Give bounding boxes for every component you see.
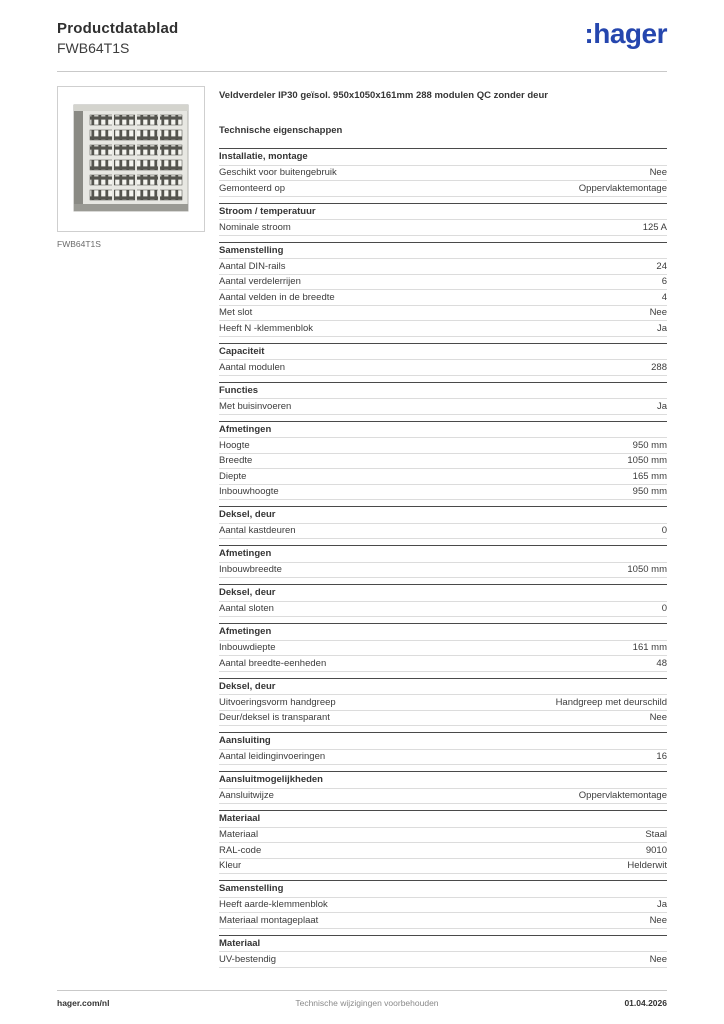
spec-section bbox=[219, 584, 667, 617]
spec-section bbox=[219, 623, 667, 672]
section-title: Materiaal bbox=[219, 935, 667, 953]
header-divider bbox=[57, 71, 667, 72]
distribution-board-illustration bbox=[65, 98, 197, 220]
spec-section bbox=[219, 506, 667, 539]
spec-row bbox=[219, 641, 667, 657]
spec-value: Nee bbox=[649, 307, 667, 318]
spec-row bbox=[219, 181, 667, 197]
section-title: Afmetingen bbox=[219, 545, 667, 563]
spec-label: RAL-code bbox=[219, 844, 262, 856]
spec-section bbox=[219, 732, 667, 765]
spec-row bbox=[219, 524, 667, 540]
spec-value: 165 mm bbox=[632, 470, 667, 482]
spec-section bbox=[219, 343, 667, 376]
footer-divider bbox=[57, 990, 667, 991]
section-title: Stroom / temperatuur bbox=[219, 203, 667, 221]
spec-value: 48 bbox=[656, 657, 667, 669]
spec-row bbox=[219, 602, 667, 618]
spec-section bbox=[219, 771, 667, 804]
spec-row bbox=[219, 656, 667, 672]
spec-row bbox=[219, 454, 667, 470]
spec-label: Aansluitwijze bbox=[219, 790, 274, 801]
spec-section bbox=[219, 545, 667, 578]
spec-value: 0 bbox=[661, 603, 667, 614]
spec-sections bbox=[219, 148, 667, 968]
spec-row bbox=[219, 789, 667, 805]
spec-value: Nee bbox=[649, 712, 667, 723]
spec-value: Ja bbox=[656, 899, 667, 910]
spec-label: Uitvoeringsvorm handgreep bbox=[219, 696, 336, 708]
spec-section bbox=[219, 242, 667, 337]
spec-label: Aantal DIN-rails bbox=[219, 260, 286, 272]
spec-label: Diepte bbox=[219, 470, 247, 482]
spec-value: Oppervlaktemontage bbox=[578, 790, 667, 801]
spec-row bbox=[219, 913, 667, 929]
spec-label: Aantal leidinginvoeringen bbox=[219, 751, 326, 762]
spec-label: Hoogte bbox=[219, 439, 250, 451]
spec-value: Nee bbox=[649, 914, 667, 926]
section-title: Samenstelling bbox=[219, 880, 667, 898]
spec-row bbox=[219, 399, 667, 415]
spec-value: 9010 bbox=[645, 844, 667, 856]
spec-value: 16 bbox=[656, 751, 667, 762]
spec-label: Breedte bbox=[219, 455, 253, 466]
spec-label: Aantal modulen bbox=[219, 361, 286, 373]
doc-footer bbox=[57, 990, 667, 1008]
product-image-column bbox=[57, 86, 207, 968]
doc-header bbox=[57, 20, 667, 56]
spec-label: Aantal breedte-eenheden bbox=[219, 657, 327, 669]
spec-section bbox=[219, 880, 667, 929]
spec-value: Helderwit bbox=[627, 860, 667, 871]
spec-value: 125 A bbox=[642, 221, 667, 233]
spec-row bbox=[219, 321, 667, 337]
product-code: FWB64T1S bbox=[57, 40, 130, 56]
spec-label: Aantal verdelerrijen bbox=[219, 276, 301, 287]
spec-value: Nee bbox=[649, 167, 667, 178]
spec-label: Met slot bbox=[219, 307, 253, 318]
spec-label: Geschikt voor buitengebruik bbox=[219, 167, 337, 178]
spec-row bbox=[219, 166, 667, 182]
spec-value: Nee bbox=[649, 953, 667, 965]
spec-label: Materiaal bbox=[219, 829, 259, 840]
spec-value: Staal bbox=[645, 829, 667, 840]
spec-row bbox=[219, 843, 667, 859]
footer-date: 01.04.2026 bbox=[624, 998, 667, 1008]
product-image-caption: FWB64T1S bbox=[57, 239, 101, 249]
spec-section bbox=[219, 935, 667, 968]
spec-row bbox=[219, 469, 667, 485]
spec-label: Heeft aarde-klemmenblok bbox=[219, 899, 328, 910]
spec-label: Aantal sloten bbox=[219, 603, 274, 614]
spec-row bbox=[219, 259, 667, 275]
spec-row bbox=[219, 360, 667, 376]
content-area bbox=[57, 86, 667, 968]
spec-row bbox=[219, 750, 667, 766]
spec-section bbox=[219, 810, 667, 874]
spec-value: 1050 mm bbox=[627, 564, 667, 575]
spec-section bbox=[219, 148, 667, 197]
spec-value: Ja bbox=[656, 322, 667, 334]
spec-label: Met buisinvoeren bbox=[219, 400, 292, 412]
product-image bbox=[57, 86, 205, 232]
section-title: Functies bbox=[219, 382, 667, 400]
specs-column bbox=[219, 86, 667, 968]
hager-logo: :hager bbox=[584, 18, 667, 49]
spec-row bbox=[219, 275, 667, 291]
section-title: Installatie, montage bbox=[219, 148, 667, 166]
spec-row bbox=[219, 828, 667, 844]
spec-value: Ja bbox=[656, 400, 667, 412]
spec-value: Oppervlaktemontage bbox=[578, 182, 667, 194]
spec-label: Aantal kastdeuren bbox=[219, 525, 296, 536]
spec-value: 6 bbox=[661, 276, 667, 287]
spec-label: UV-bestendig bbox=[219, 953, 277, 965]
spec-value: 161 mm bbox=[632, 642, 667, 653]
footer-row bbox=[57, 998, 667, 1008]
section-title: Deksel, deur bbox=[219, 584, 667, 602]
spec-row bbox=[219, 898, 667, 914]
spec-row bbox=[219, 306, 667, 322]
spec-row bbox=[219, 220, 667, 236]
doc-titles bbox=[57, 20, 178, 56]
spec-row bbox=[219, 485, 667, 501]
footer-website-link[interactable]: hager.com/nl bbox=[57, 998, 110, 1008]
spec-label: Gemonteerd op bbox=[219, 182, 286, 194]
spec-value: 288 bbox=[651, 361, 667, 373]
section-title: Materiaal bbox=[219, 810, 667, 828]
spec-label: Inbouwdiepte bbox=[219, 642, 276, 653]
section-title: Capaciteit bbox=[219, 343, 667, 361]
section-title: Afmetingen bbox=[219, 421, 667, 439]
page-title: Productdatablad bbox=[57, 20, 179, 37]
spec-label: Deur/deksel is transparant bbox=[219, 712, 330, 723]
section-title: Afmetingen bbox=[219, 623, 667, 641]
spec-value: 1050 mm bbox=[627, 455, 667, 466]
spec-row bbox=[219, 859, 667, 875]
spec-row bbox=[219, 563, 667, 579]
spec-label: Heeft N -klemmenblok bbox=[219, 322, 313, 334]
spec-label: Kleur bbox=[219, 860, 242, 871]
spec-section bbox=[219, 678, 667, 727]
section-title: Deksel, deur bbox=[219, 506, 667, 524]
product-description: Veldverdeler IP30 geïsol. 950x1050x161mm 288 modulen QC zonder deur bbox=[219, 90, 548, 101]
spec-value: 950 mm bbox=[632, 486, 667, 497]
spec-row bbox=[219, 711, 667, 727]
spec-value: 0 bbox=[661, 525, 667, 536]
specs-title: Technische eigenschappen bbox=[219, 125, 343, 136]
spec-row bbox=[219, 290, 667, 306]
section-title: Aansluitmogelijkheden bbox=[219, 771, 667, 789]
section-title: Aansluiting bbox=[219, 732, 667, 750]
spec-label: Inbouwhoogte bbox=[219, 486, 279, 497]
section-title: Samenstelling bbox=[219, 242, 667, 260]
spec-label: Nominale stroom bbox=[219, 221, 291, 233]
spec-label: Inbouwbreedte bbox=[219, 564, 282, 575]
spec-value: 950 mm bbox=[632, 439, 667, 451]
spec-value: 24 bbox=[656, 260, 667, 272]
spec-label: Aantal velden in de breedte bbox=[219, 291, 335, 303]
spec-section bbox=[219, 421, 667, 501]
spec-value: 4 bbox=[661, 291, 667, 303]
spec-section bbox=[219, 382, 667, 415]
spec-row bbox=[219, 438, 667, 454]
spec-value: Handgreep met deurschild bbox=[555, 696, 667, 708]
spec-label: Materiaal montageplaat bbox=[219, 914, 319, 926]
spec-row bbox=[219, 952, 667, 968]
footer-disclaimer: Technische wijzigingen voorbehouden bbox=[295, 998, 439, 1008]
spec-row bbox=[219, 695, 667, 711]
spec-section bbox=[219, 203, 667, 236]
section-title: Deksel, deur bbox=[219, 678, 667, 696]
